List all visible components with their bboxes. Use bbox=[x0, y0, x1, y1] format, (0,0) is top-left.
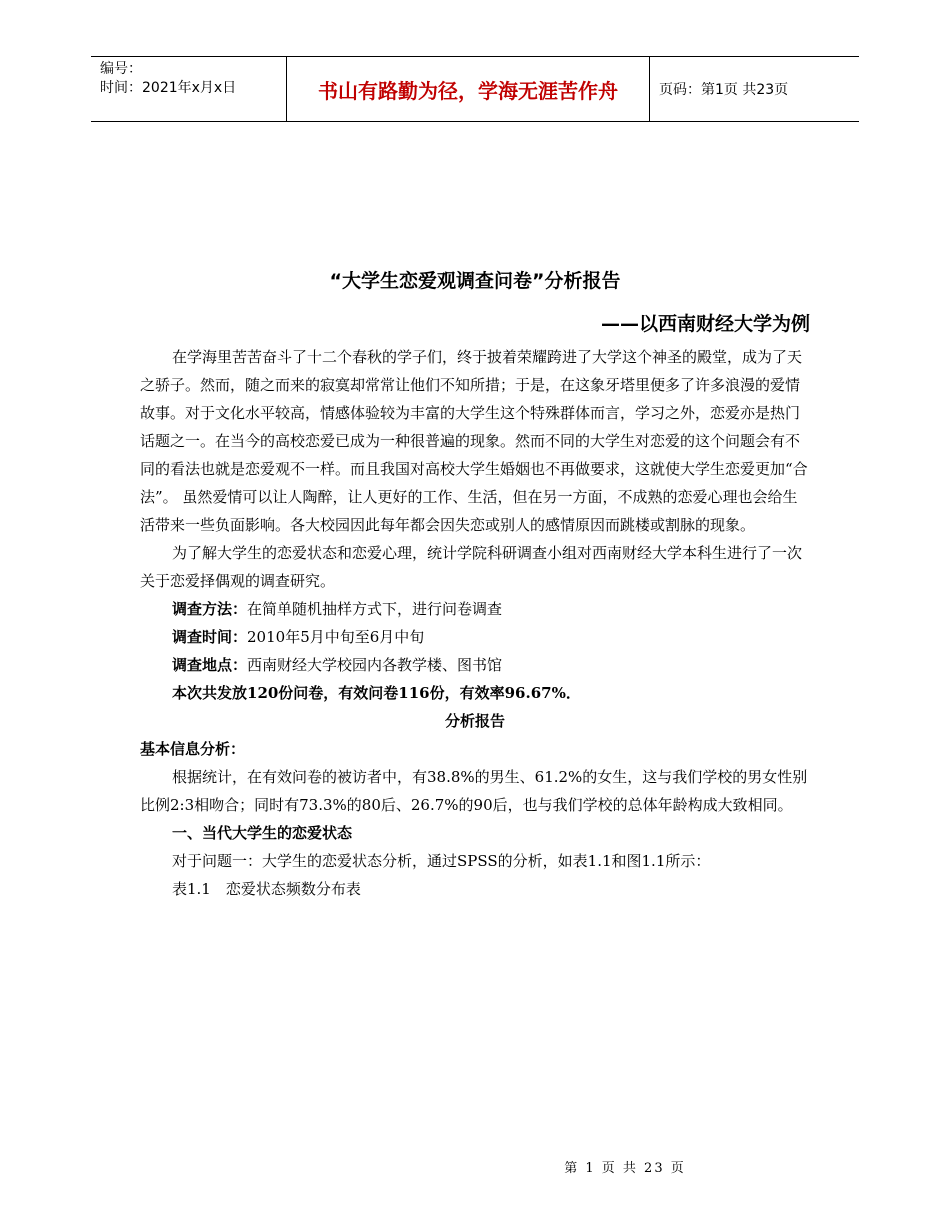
header-time: 时间：2021年x月x日 bbox=[100, 80, 237, 96]
survey-method-value: 在简单随机抽样方式下，进行问卷调查 bbox=[247, 600, 503, 618]
document-subtitle: ——以西南财经大学为例 bbox=[600, 313, 810, 335]
intro-paragraph-1: 在学海里苦苦奋斗了十二个春秋的学子们，终于披着荣耀跨进了大学这个神圣的殿堂，成为了天之骄子。然而，随之而来的寂寞却常常让他们不知所措；于是，在这象牙塔里便多了许多浪漫的爱情故事。对于文化水平较高，情感体验较为丰富的大学生这个特殊群体而言，学习之外，恋爱亦是热门话题之一。在当今的高校恋爱已成为一种很普遍的现象。然而不同的大学生对恋爱的这个问题会有不同的看法也就是恋爱观不一样。而且我国对高校大学生婚姻也不再做要求，这就使大学生恋爱更加“合法”。 虽然爱情可以让人陶醉，让人更好的工作、生活，但在另一方面，不成熟的恋爱心理也会给生活带来一些负面影响。各大校园因此每年都会因失恋或别人的感情原因而跳楼或割脉的现象。 bbox=[140, 348, 808, 534]
survey-method-label: 调查方法： bbox=[172, 600, 248, 618]
page-header bbox=[91, 56, 859, 122]
document-body bbox=[140, 343, 810, 903]
basic-info-heading: 基本信息分析： bbox=[140, 740, 246, 758]
survey-place-value: 西南财经大学校园内各教学楼、图书馆 bbox=[247, 656, 503, 674]
survey-time-value: 2010年5月中旬至6月中旬 bbox=[247, 628, 425, 646]
survey-summary: 本次共发放120份问卷，有效问卷116份，有效率96.67%． bbox=[172, 684, 581, 702]
header-meta bbox=[91, 57, 287, 121]
report-heading: 分析报告 bbox=[444, 712, 505, 730]
survey-place bbox=[140, 651, 810, 679]
survey-time-label: 调查时间： bbox=[172, 628, 248, 646]
section-1-heading: 一、当代大学生的恋爱状态 bbox=[172, 824, 353, 842]
document-title: “大学生恋爱观调查问卷”分析报告 bbox=[329, 270, 621, 292]
survey-method bbox=[140, 595, 810, 623]
table-caption: 表1.1 恋爱状态频数分布表 bbox=[172, 880, 361, 898]
survey-place-label: 调查地点： bbox=[172, 656, 248, 674]
survey-time bbox=[140, 623, 810, 651]
basic-info-paragraph: 根据统计，在有效问卷的被访者中，有38.8%的男生、61.2%的女生，这与我们学校的男女性别比例2:3相吻合；同时有73.3%的80后、26.7%的90后，也与我们学校的总体年龄构成大致相同。 bbox=[140, 768, 808, 814]
page-footer: 第 1 页 共 23 页 bbox=[564, 1161, 686, 1176]
header-page-info: 页码：第1页 共23页 bbox=[659, 82, 789, 98]
header-motto: 书山有路勤为径，学海无涯苦作舟 bbox=[287, 57, 650, 121]
header-number: 编号： bbox=[100, 61, 142, 77]
intro-paragraph-2: 为了解大学生的恋爱状态和恋爱心理，统计学院科研调查小组对西南财经大学本科生进行了一次关于恋爱择偶观的调查研究。 bbox=[140, 544, 803, 590]
section-1-paragraph: 对于问题一：大学生的恋爱状态分析，通过SPSS的分析，如表1.1和图1.1所示： bbox=[172, 852, 711, 870]
